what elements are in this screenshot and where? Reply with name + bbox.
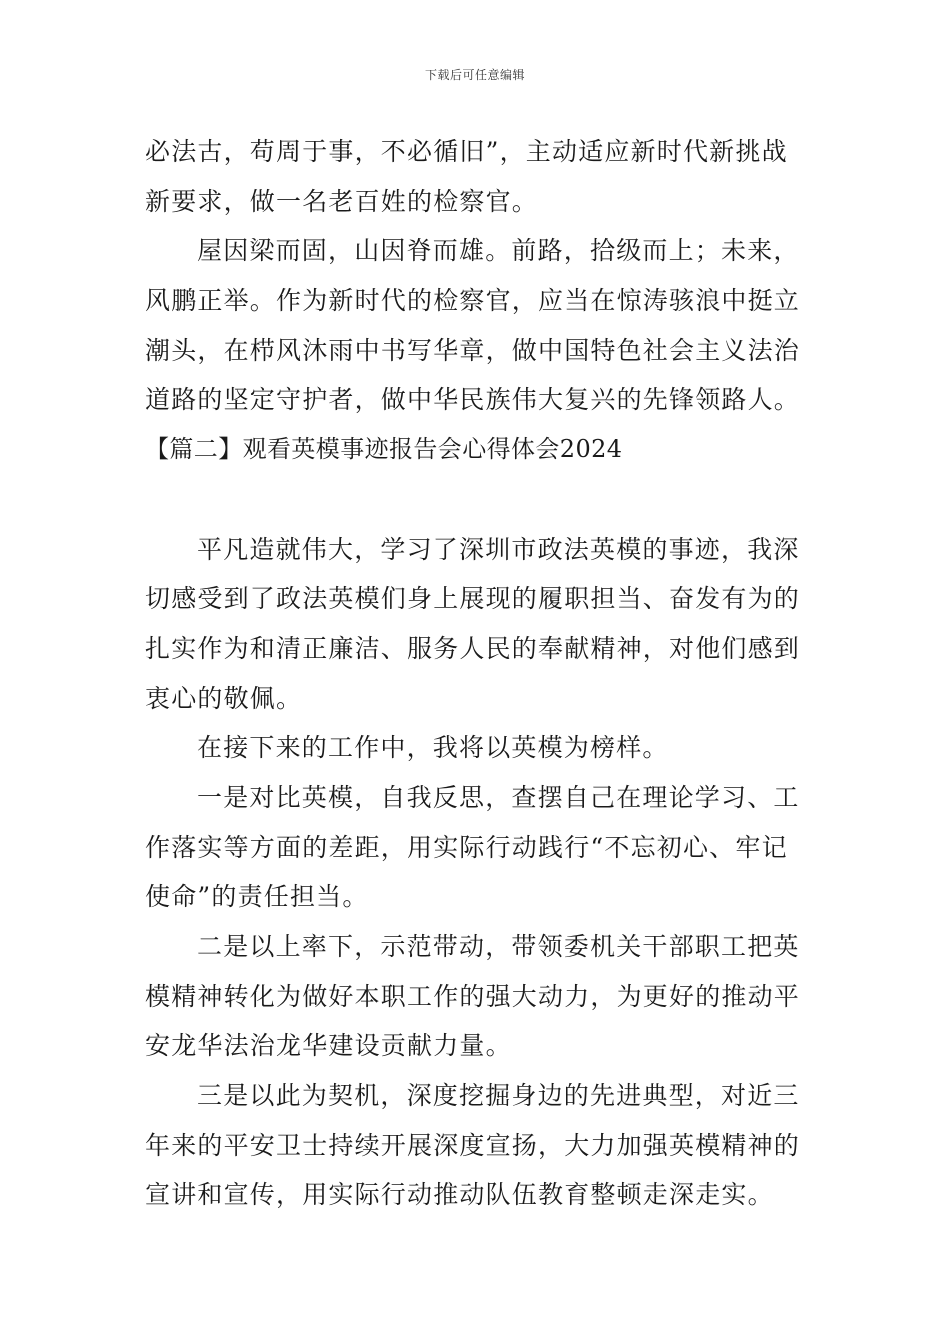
text-line: 年来的平安卫士持续开展深度宣扬，大力加强英模精神的 <box>145 1130 801 1160</box>
paragraph <box>145 723 810 773</box>
text-line: 三是以此为契机，深度挖掘身边的先进典型，对近三 <box>197 1081 800 1111</box>
blank-line <box>145 475 810 525</box>
text-line: 道路的坚定守护者，做中华民族伟大复兴的先锋领路人。 <box>145 385 801 415</box>
text-line: 潮头，在栉风沐雨中书写华章，做中国特色社会主义法治 <box>145 335 801 365</box>
text-line: 衷心的敬佩。 <box>145 683 303 713</box>
paragraph <box>145 525 810 724</box>
section-heading: 【篇二】观看英模事迹报告会心得体会2024 <box>145 435 623 464</box>
text-line: 必法古，苟周于事，不必循旧”，主动适应新时代新挑战 <box>145 137 788 166</box>
text-line: 新要求，做一名老百姓的检察官。 <box>145 186 539 216</box>
text-line: 切感受到了政法英模们身上展现的履职担当、奋发有为的 <box>145 584 801 614</box>
paragraph <box>145 773 810 922</box>
text-line: 风鹏正举。作为新时代的检察官，应当在惊涛骇浪中挺立 <box>145 286 801 316</box>
text-line: 屋因梁而固，山因脊而雄。前路，拾级而上；未来， <box>197 236 800 266</box>
text-line: 一是对比英模，自我反思，查摆自己在理论学习、工 <box>197 782 800 812</box>
text-line: 安龙华法治龙华建设贡献力量。 <box>145 1031 512 1061</box>
text-line: 作落实等方面的差距，用实际行动践行“不忘初心、牢记 <box>145 832 788 862</box>
paragraph <box>145 226 810 425</box>
text-line: 宣讲和宣传，用实际行动推动队伍教育整顿走深走实。 <box>145 1180 774 1210</box>
paragraph <box>145 922 810 1071</box>
text-line: 平凡造就伟大，学习了深圳市政法英模的事迹，我深 <box>197 534 800 564</box>
page-header-note: 下载后可任意编辑 <box>424 68 525 82</box>
document-body <box>145 127 810 1220</box>
paragraph <box>145 127 810 226</box>
paragraph <box>145 1071 810 1220</box>
text-line: 在接下来的工作中，我将以英模为榜样。 <box>197 733 669 763</box>
text-line: 扎实作为和清正廉洁、服务人民的奉献精神，对他们感到 <box>145 633 801 663</box>
text-line: 使命”的责任担当。 <box>145 882 369 912</box>
text-line: 模精神转化为做好本职工作的强大动力，为更好的推动平 <box>145 981 801 1011</box>
text-line: 二是以上率下，示范带动，带领委机关干部职工把英 <box>197 932 800 961</box>
